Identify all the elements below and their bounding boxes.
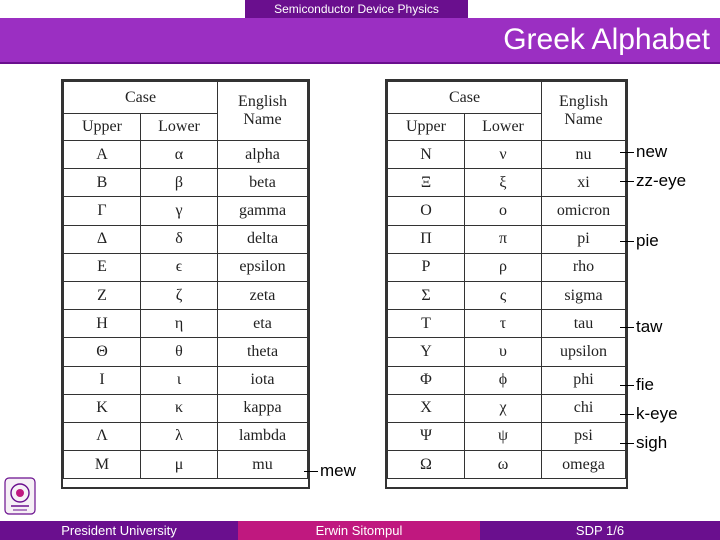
table-row <box>388 253 626 281</box>
left-greek-table <box>63 81 308 479</box>
pronunciation-nu: new <box>620 142 667 162</box>
slide-title: Greek Alphabet <box>503 23 710 56</box>
upper-case-cell: Ν <box>388 141 465 169</box>
lower-case-cell: μ <box>141 451 218 479</box>
english-name-cell: epsilon <box>218 253 308 281</box>
english-name-cell: omicron <box>542 197 626 225</box>
lower-case-cell: χ <box>465 394 542 422</box>
english-name-cell: mu <box>218 451 308 479</box>
english-name-cell: kappa <box>218 394 308 422</box>
upper-case-cell: Ω <box>388 451 465 479</box>
table-row <box>388 338 626 366</box>
pronunciation-mu: mew <box>304 461 356 481</box>
english-name-cell: phi <box>542 366 626 394</box>
case-header: Case <box>388 82 542 114</box>
english-name-cell: eta <box>218 310 308 338</box>
table-row <box>64 394 308 422</box>
lower-case-cell: ϕ <box>465 366 542 394</box>
table-row <box>64 225 308 253</box>
table-row <box>388 197 626 225</box>
table-row <box>64 169 308 197</box>
lower-case-cell: κ <box>141 394 218 422</box>
upper-case-cell: Ξ <box>388 169 465 197</box>
lower-case-cell: α <box>141 141 218 169</box>
pronunciation-chi: k-eye <box>620 404 678 424</box>
table-row <box>64 366 308 394</box>
lower-case-cell: δ <box>141 225 218 253</box>
lower-case-cell: τ <box>465 310 542 338</box>
pronunciation-tau: taw <box>620 317 662 337</box>
upper-case-cell: Τ <box>388 310 465 338</box>
english-name-cell: upsilon <box>542 338 626 366</box>
english-name-cell: xi <box>542 169 626 197</box>
lower-case-cell: ο <box>465 197 542 225</box>
table-row <box>388 394 626 422</box>
lower-case-cell: ϵ <box>141 253 218 281</box>
pronunciation-phi: fie <box>620 375 654 395</box>
english-name-cell: rho <box>542 253 626 281</box>
table-row <box>64 253 308 281</box>
upper-case-cell: Ρ <box>388 253 465 281</box>
upper-case-cell: Σ <box>388 281 465 309</box>
lower-case-cell: γ <box>141 197 218 225</box>
lower-case-cell: ξ <box>465 169 542 197</box>
table-row <box>64 338 308 366</box>
table-row <box>388 366 626 394</box>
upper-case-cell: Θ <box>64 338 141 366</box>
table-row <box>388 451 626 479</box>
lower-case-cell: ν <box>465 141 542 169</box>
lower-case-cell: ι <box>141 366 218 394</box>
footer-university: President University <box>0 521 238 540</box>
pronunciation-xi: zz-eye <box>620 171 686 191</box>
table-row <box>64 197 308 225</box>
lower-case-cell: λ <box>141 422 218 450</box>
footer-slide-number: SDP 1/6 <box>480 521 720 540</box>
upper-case-cell: Ζ <box>64 281 141 309</box>
header-left-blank <box>0 0 245 18</box>
case-header: Case <box>64 82 218 114</box>
table-row <box>64 310 308 338</box>
english-name-cell: iota <box>218 366 308 394</box>
lower-header: Lower <box>141 114 218 141</box>
table-row <box>388 141 626 169</box>
english-name-cell: psi <box>542 422 626 450</box>
english-name-cell: pi <box>542 225 626 253</box>
lower-header: Lower <box>465 114 542 141</box>
english-name-cell: zeta <box>218 281 308 309</box>
upper-case-cell: Υ <box>388 338 465 366</box>
upper-case-cell: Ο <box>388 197 465 225</box>
pronunciation-pi: pie <box>620 231 659 251</box>
lower-case-cell: β <box>141 169 218 197</box>
upper-case-cell: Μ <box>64 451 141 479</box>
english-name-header: English Name <box>218 82 308 141</box>
table-row <box>64 451 308 479</box>
upper-case-cell: Ι <box>64 366 141 394</box>
table-row <box>388 422 626 450</box>
table-row <box>388 310 626 338</box>
lower-case-cell: ρ <box>465 253 542 281</box>
upper-case-cell: Ε <box>64 253 141 281</box>
upper-case-cell: Β <box>64 169 141 197</box>
lower-case-cell: ς <box>465 281 542 309</box>
english-name-cell: lambda <box>218 422 308 450</box>
table-row <box>64 281 308 309</box>
english-name-cell: nu <box>542 141 626 169</box>
english-name-cell: alpha <box>218 141 308 169</box>
upper-case-cell: Δ <box>64 225 141 253</box>
lower-case-cell: ω <box>465 451 542 479</box>
upper-case-cell: Κ <box>64 394 141 422</box>
upper-header: Upper <box>388 114 465 141</box>
pronunciation-psi: sigh <box>620 433 667 453</box>
upper-case-cell: Ψ <box>388 422 465 450</box>
upper-case-cell: Α <box>64 141 141 169</box>
university-logo-icon <box>2 476 38 520</box>
title-bar <box>0 18 720 64</box>
upper-case-cell: Π <box>388 225 465 253</box>
lower-case-cell: η <box>141 310 218 338</box>
english-name-cell: gamma <box>218 197 308 225</box>
upper-case-cell: Γ <box>64 197 141 225</box>
upper-case-cell: Λ <box>64 422 141 450</box>
english-name-cell: theta <box>218 338 308 366</box>
lower-case-cell: ψ <box>465 422 542 450</box>
english-name-cell: delta <box>218 225 308 253</box>
lower-case-cell: π <box>465 225 542 253</box>
upper-case-cell: Φ <box>388 366 465 394</box>
table-row <box>388 225 626 253</box>
table-row <box>388 169 626 197</box>
lower-case-cell: ζ <box>141 281 218 309</box>
upper-case-cell: Χ <box>388 394 465 422</box>
upper-case-cell: Η <box>64 310 141 338</box>
header-right-blank <box>468 0 720 18</box>
english-name-cell: omega <box>542 451 626 479</box>
table-row <box>64 422 308 450</box>
english-name-cell: tau <box>542 310 626 338</box>
footer-author: Erwin Sitompul <box>238 521 480 540</box>
lower-case-cell: υ <box>465 338 542 366</box>
table-row <box>388 281 626 309</box>
english-name-header: English Name <box>542 82 626 141</box>
course-title: Semiconductor Device Physics <box>245 0 468 18</box>
upper-header: Upper <box>64 114 141 141</box>
right-greek-table <box>387 81 626 479</box>
lower-case-cell: θ <box>141 338 218 366</box>
english-name-cell: sigma <box>542 281 626 309</box>
english-name-cell: beta <box>218 169 308 197</box>
table-row <box>64 141 308 169</box>
english-name-cell: chi <box>542 394 626 422</box>
